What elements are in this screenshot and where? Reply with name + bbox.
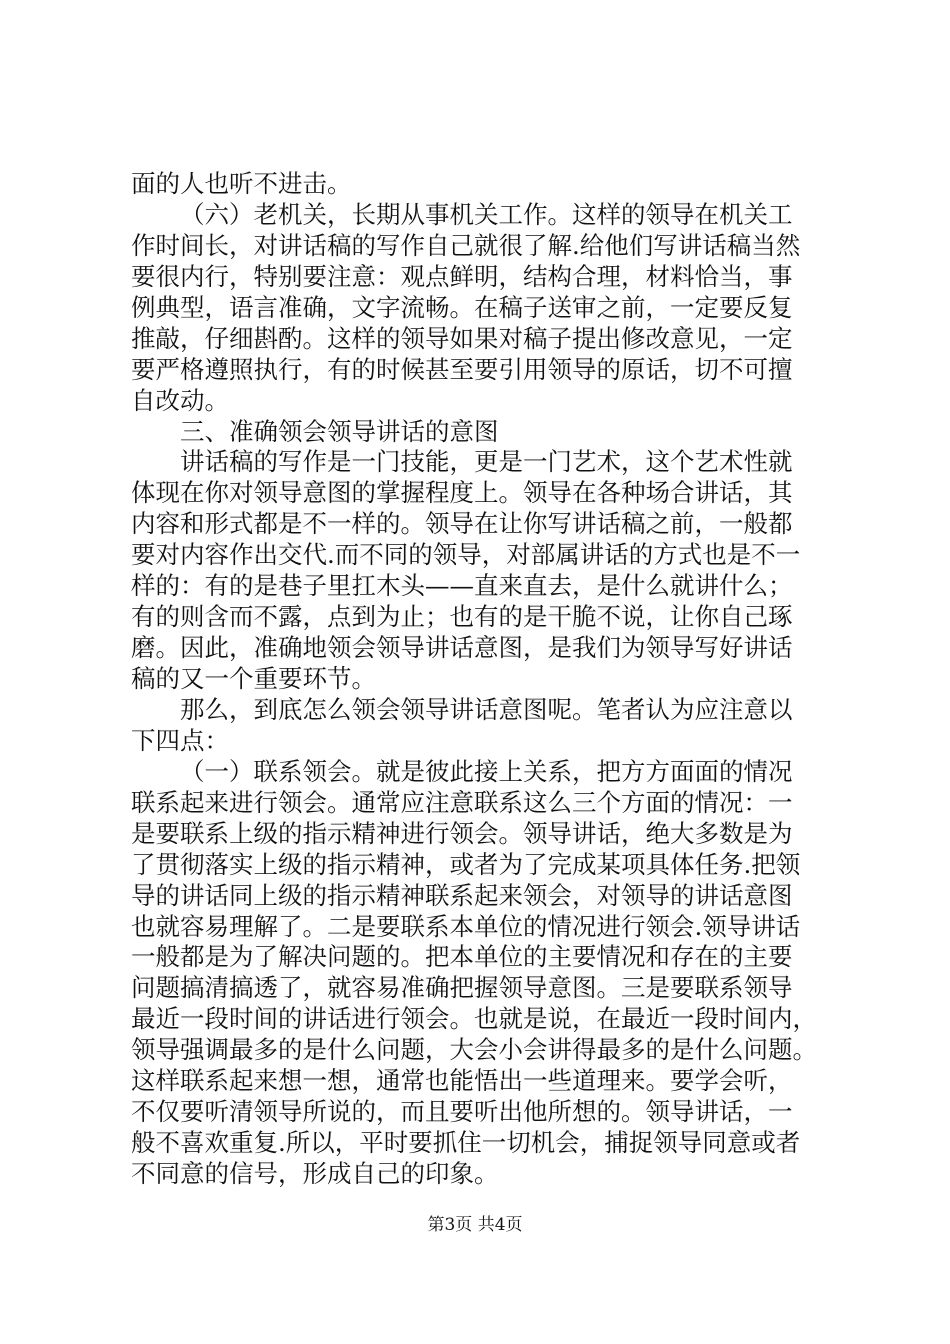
text-line: 一般都是为了解决问题的。把本单位的主要情况和存在的主要 [131, 942, 793, 971]
text-line: 作时间长，对讲话稿的写作自己就很了解.给他们写讲话稿当然 [131, 231, 801, 260]
page-number-footer: 第3页 共4页 [427, 1215, 523, 1235]
text-line: 要严格遵照执行，有的时候甚至要引用领导的原话，切不可擅 [131, 355, 793, 384]
text-line: 自改动。 [131, 386, 229, 415]
text-line: 例典型，语言准确，文字流畅。在稿子送审之前，一定要反复 [131, 293, 793, 322]
text-line: 有的则含而不露，点到为止；也有的是干脆不说，让你自己琢 [131, 602, 793, 631]
text-line: 是要联系上级的指示精神进行领会。领导讲话，绝大多数是为 [131, 819, 793, 848]
text-line: 不同意的信号，形成自己的印象。 [131, 1159, 499, 1188]
text-line: 稿的又一个重要环节。 [131, 664, 376, 693]
text-line: 讲话稿的写作是一门技能，更是一门艺术，这个艺术性就 [180, 447, 793, 476]
text-line: 要很内行，特别要注意：观点鲜明，结构合理，材料恰当，事 [131, 262, 793, 291]
text-line: 磨。因此，准确地领会领导讲话意图，是我们为领导写好讲话 [131, 633, 793, 662]
text-line: 要对内容作出交代.而不同的领导，对部属讲话的方式也是不一 [131, 540, 801, 569]
text-line: 推敲，仔细斟酌。这样的领导如果对稿子提出修改意见，一定 [131, 324, 793, 353]
text-line: 最近一段时间的讲话进行领会。也就是说，在最近一段时间内， [131, 1004, 817, 1033]
text-line: 内容和形式都是不一样的。领导在让你写讲话稿之前，一般都 [131, 509, 793, 538]
text-line: 问题搞清搞透了，就容易准确把握领导意图。三是要联系领导 [131, 973, 793, 1002]
text-line: 面的人也听不进击。 [131, 169, 352, 198]
text-line: （六）老机关，长期从事机关工作。这样的领导在机关工 [180, 200, 793, 229]
text-line: 不仅要听清领导所说的，而且要听出他所想的。领导讲话，一 [131, 1097, 793, 1126]
text-line: 那么，到底怎么领会领导讲话意图呢。笔者认为应注意以 [180, 695, 793, 724]
text-line: 这样联系起来想一想，通常也能悟出一些道理来。要学会听， [131, 1066, 793, 1095]
section-heading: 三、准确领会领导讲话的意图 [180, 417, 499, 446]
text-line: 联系起来进行领会。通常应注意联系这么三个方面的情况：一 [131, 788, 793, 817]
text-line: 般不喜欢重复.所以，平时要抓住一切机会，捕捉领导同意或者 [131, 1128, 801, 1157]
text-line: 下四点： [131, 726, 229, 755]
text-line: 也就容易理解了。二是要联系本单位的情况进行领会.领导讲话 [131, 912, 801, 941]
text-line: 体现在你对领导意图的掌握程度上。领导在各种场合讲话，其 [131, 478, 793, 507]
text-line: 领导强调最多的是什么问题，大会小会讲得最多的是什么问题。 [131, 1035, 817, 1064]
text-line: 了贯彻落实上级的指示精神，或者为了完成某项具体任务.把领 [131, 850, 801, 879]
text-line: （一）联系领会。就是彼此接上关系，把方方面面的情况 [180, 757, 793, 786]
text-line: 样的：有的是巷子里扛木头——直来直去，是什么就讲什么； [131, 571, 793, 600]
text-line: 导的讲话同上级的指示精神联系起来领会，对领导的讲话意图 [131, 881, 793, 910]
